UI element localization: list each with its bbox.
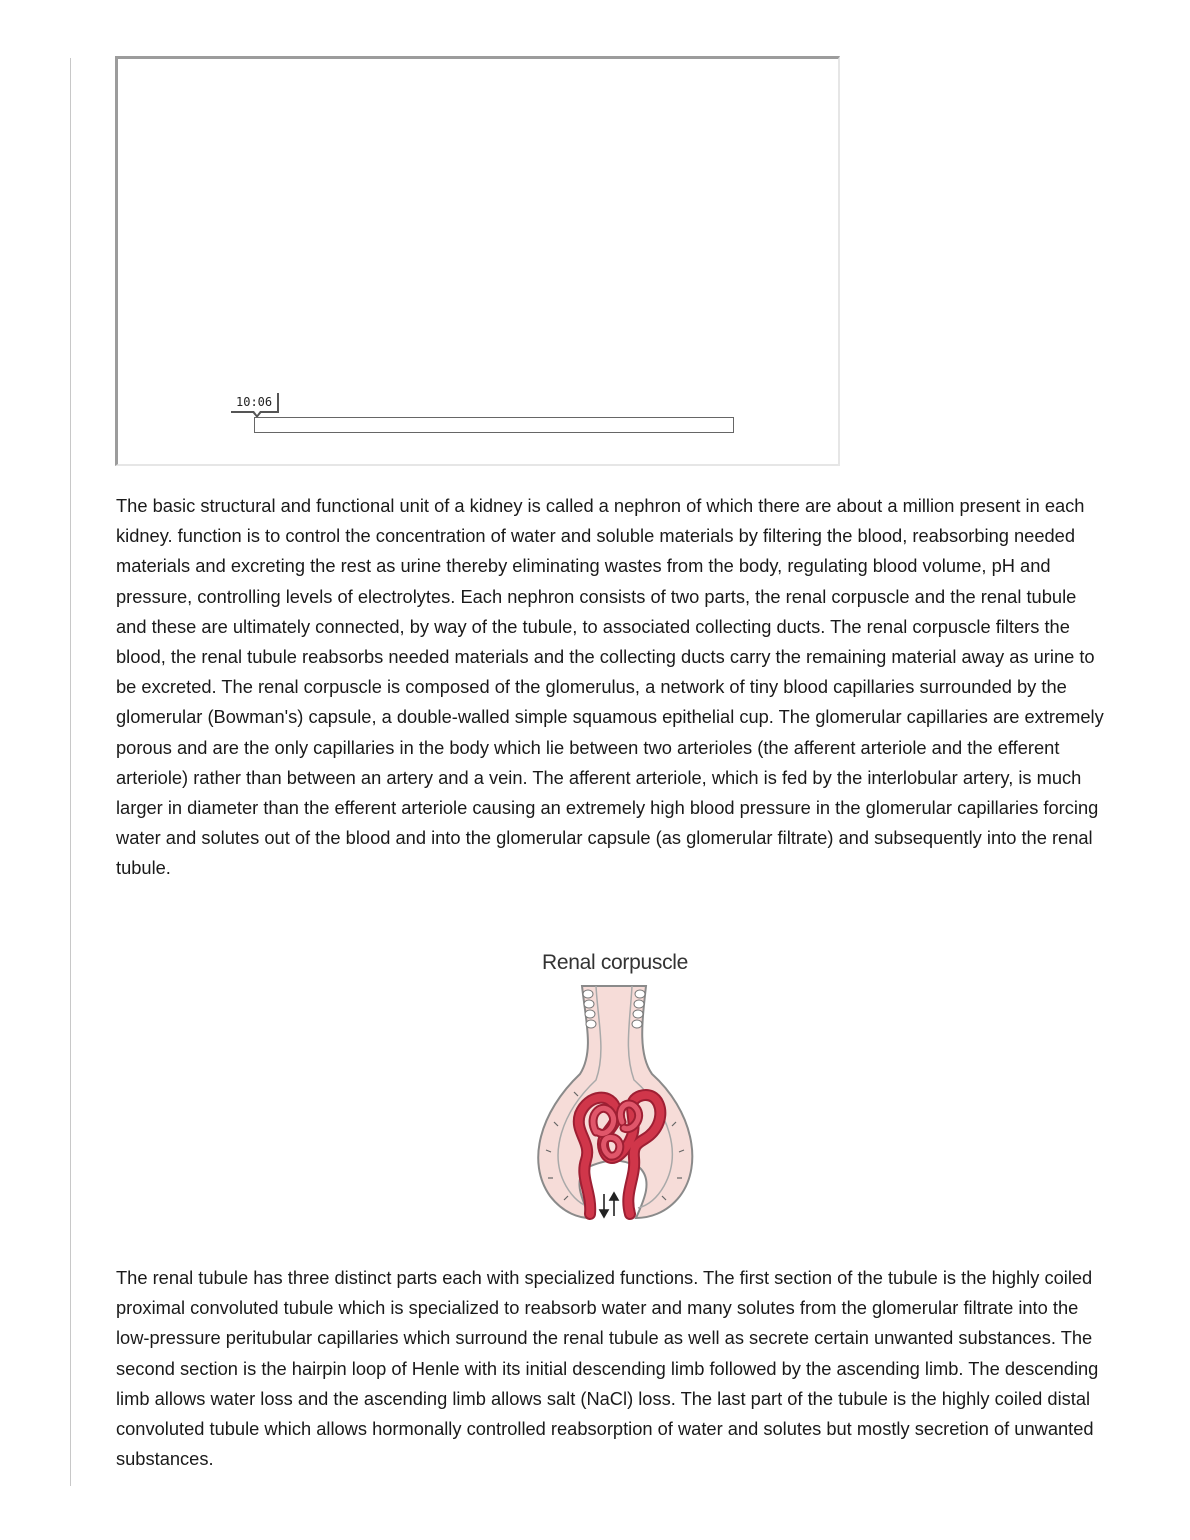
renal-corpuscle-illustration — [520, 982, 710, 1232]
video-timestamp: 10:06 — [231, 393, 279, 413]
renal-corpuscle-figure — [520, 948, 710, 1238]
flow-arrow-icons — [600, 1193, 618, 1217]
page-left-rule — [70, 58, 71, 1486]
nephron-paragraph: The basic structural and functional unit of a kidney is called a nephron of which there are about a million present in each kidney. function is to control the concentration of water and soluble materials by filtering the blood, reabsorbing needed materials and excreting the rest as urine thereby eliminating wastes from the body, regulating blood volume, pH and pressure, controlling levels of electrolytes. Each nephron consists of two parts, the renal corpuscle and the renal tubule and these are ultimately connected, by way of the tubule, to associated collecting ducts. The renal corpuscle filters the blood, the renal tubule reabsorbs needed materials and the collecting ducts carry the remaining material away as urine to be excreted. The renal corpuscle is composed of the glomerulus, a network of tiny blood capillaries surrounded by the glomerular (Bowman's) capsule, a double-walled simple squamous epithelial cup. The glomerular capillaries are extremely porous and are the only capillaries in the body which lie between two arterioles (the afferent arteriole and the efferent arteriole) rather than between an artery and a vein. The afferent arteriole, which is fed by the interlobular artery, is much larger in diameter than the efferent arteriole causing an extremely high blood pressure in the glomerular capillaries forcing water and solutes out of the blood and into the glomerular capsule (as glomerular filtrate) and subsequently into the renal tubule. — [116, 495, 1104, 879]
video-progress-bar[interactable] — [254, 417, 734, 433]
video-player[interactable] — [115, 56, 840, 466]
renal-tubule-paragraph: The renal tubule has three distinct parts each with specialized functions. The first section of the tubule is the highly coiled proximal convoluted tubule which is specialized to reabsorb water and many solutes from the glomerular filtrate into the low-pressure peritubular capillaries which surround the renal tubule as well as secrete certain unwanted substances. The second section is the hairpin loop of Henle with its initial descending limb followed by the ascending limb. The descending limb allows water loss and the ascending limb allows salt (NaCl) loss. The last part of the tubule is the highly coiled distal convoluted tubule which allows hormonally controlled reabsorption of water and solutes but mostly secretion of unwanted substances. — [116, 1267, 1099, 1470]
figure-title: Renal corpuscle — [541, 951, 689, 974]
